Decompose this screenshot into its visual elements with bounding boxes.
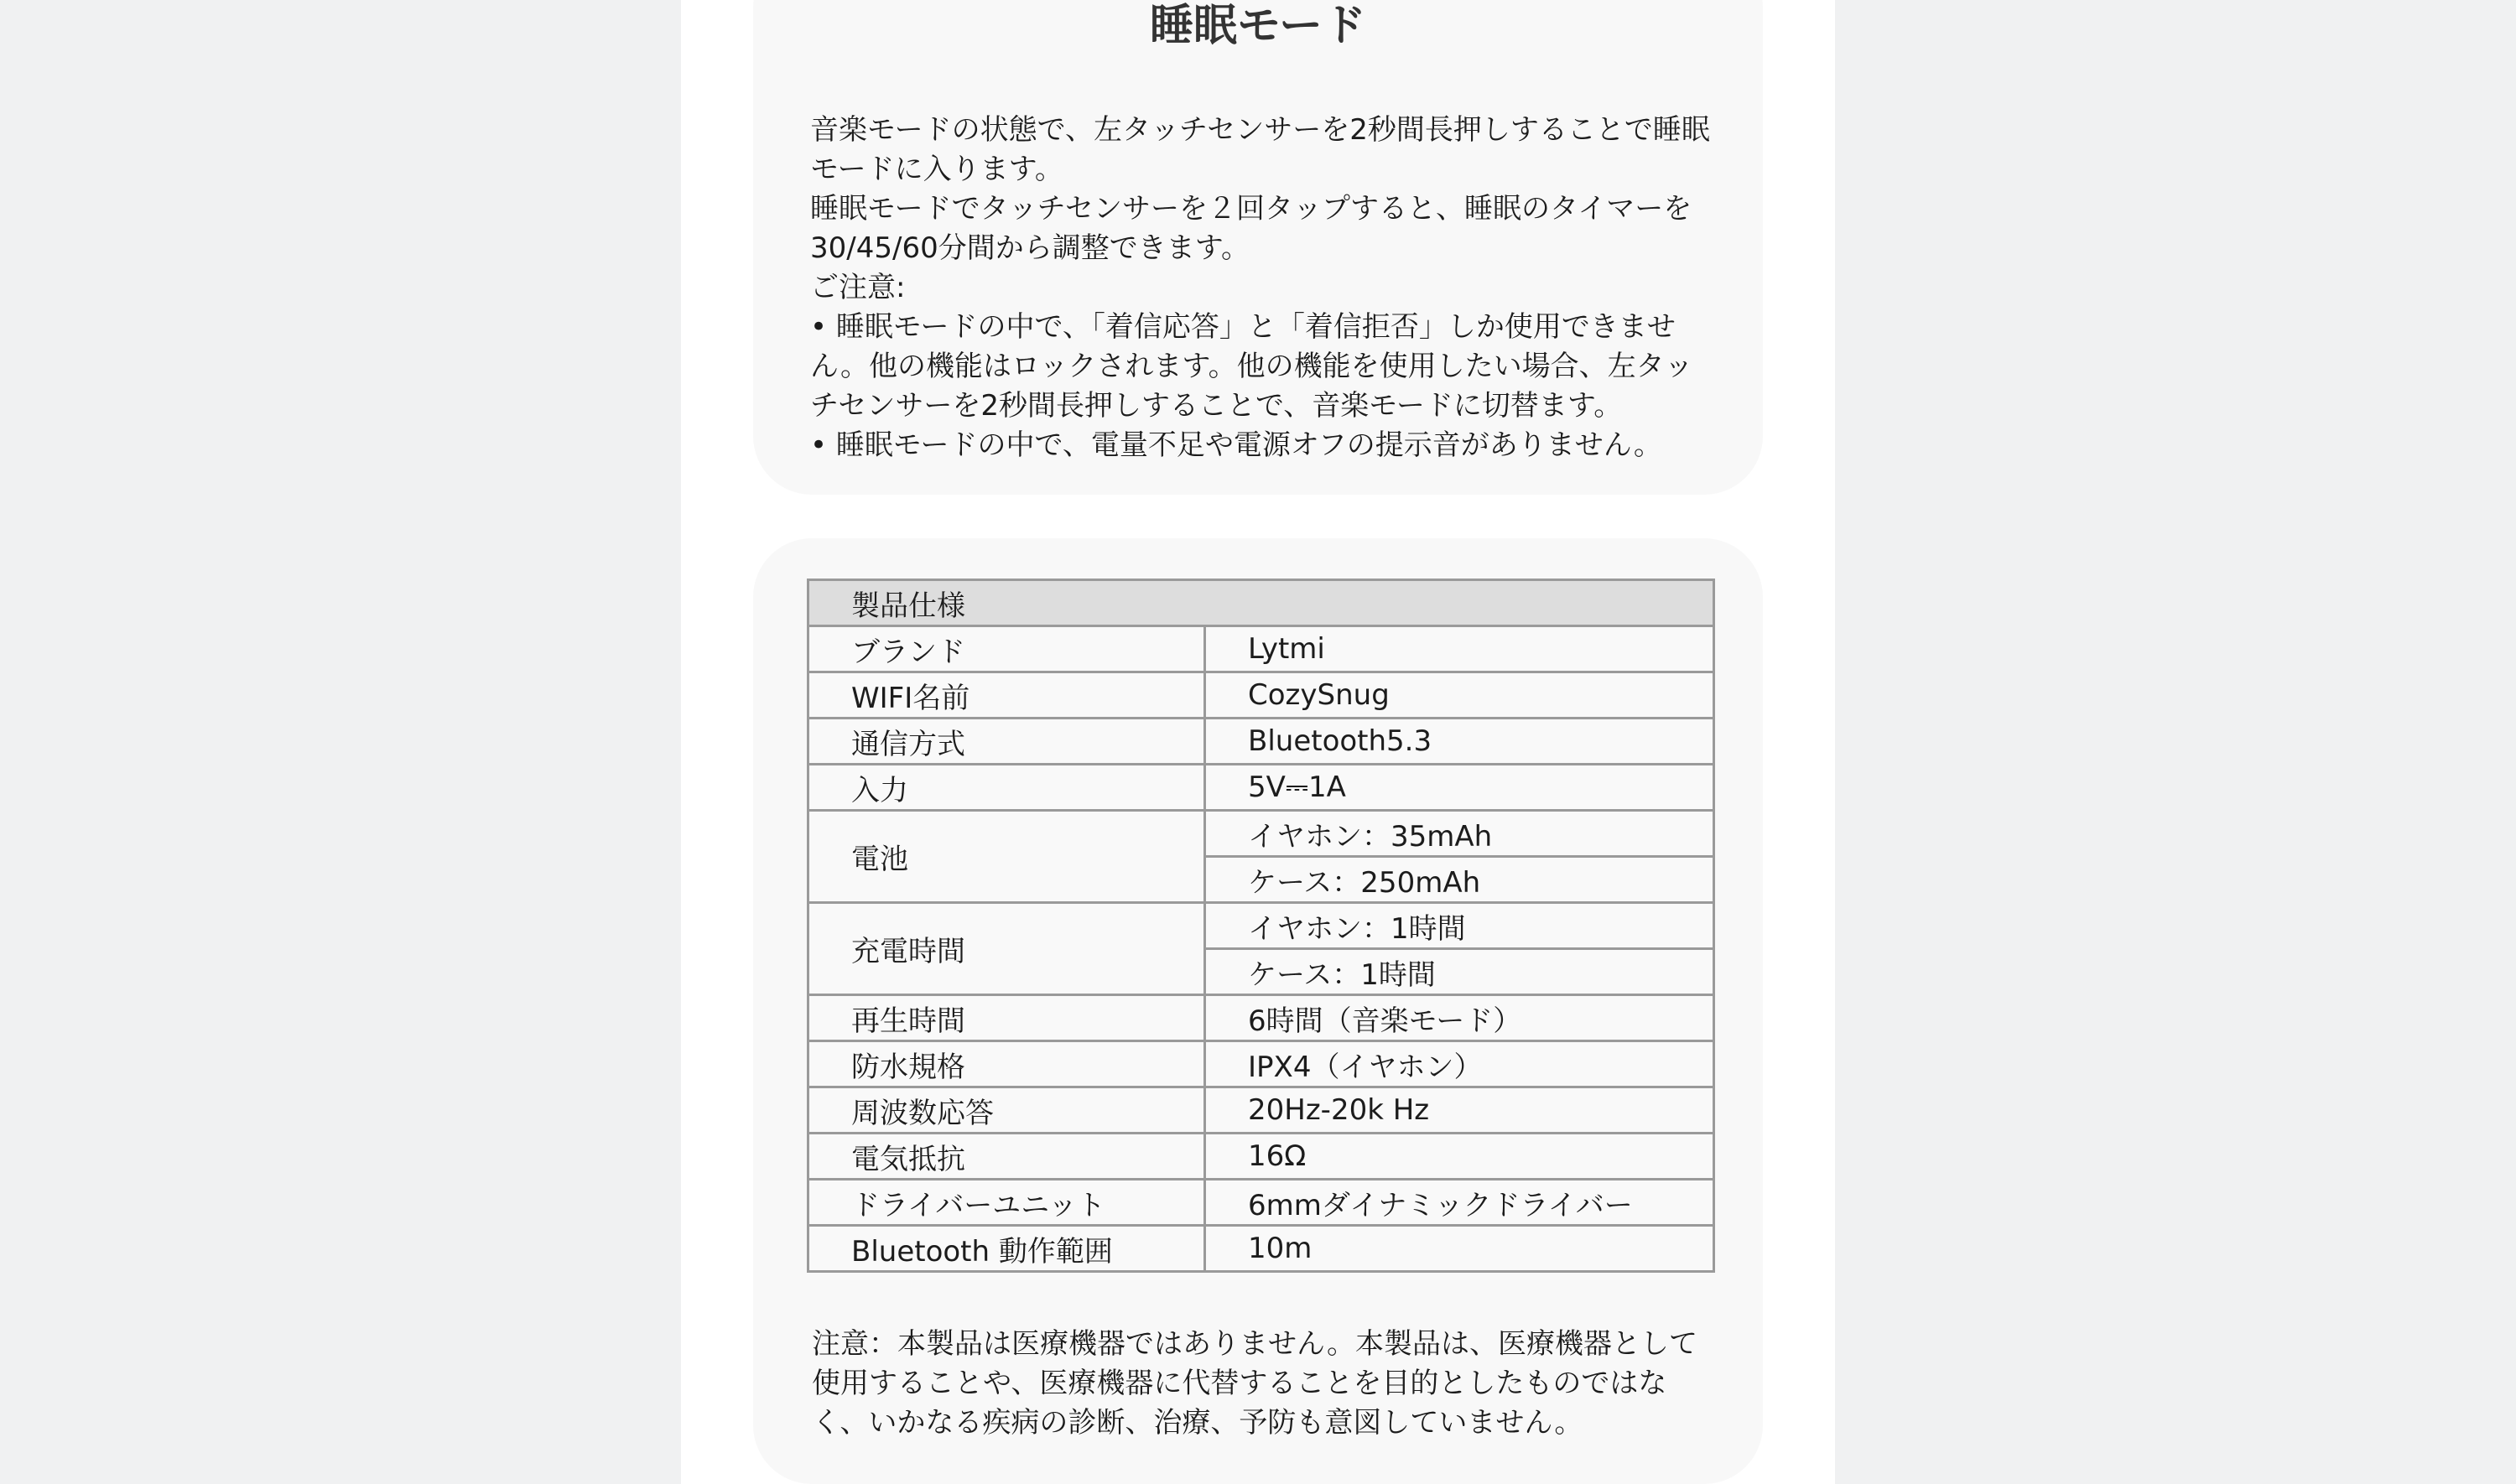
sleep-line-timer: 睡眠モードでタッチセンサーを２回タップすると、睡眠のタイマーを30/45/60分間から調整できます。 bbox=[810, 192, 1692, 265]
spec-table bbox=[807, 579, 1715, 1273]
sleep-line-caution-heading: ご注意: bbox=[810, 271, 906, 304]
spec-value-wifi-name: CozySnug bbox=[1205, 672, 1714, 719]
spec-label-play-time: 再生時間 bbox=[808, 995, 1205, 1041]
table-row bbox=[808, 1180, 1714, 1226]
spec-value-charge-earphone: イヤホン：1時間 bbox=[1205, 903, 1714, 949]
spec-label-frequency: 周波数応答 bbox=[808, 1087, 1205, 1134]
table-row bbox=[808, 1226, 1714, 1272]
spec-label-bluetooth-range: Bluetooth 動作範囲 bbox=[808, 1226, 1205, 1272]
spec-label-communication: 通信方式 bbox=[808, 719, 1205, 765]
spec-label-impedance: 電気抵抗 bbox=[808, 1134, 1205, 1180]
spec-value-driver: 6mmダイナミックドライバー bbox=[1205, 1180, 1714, 1226]
spec-value-input: 5V⎓1A bbox=[1205, 765, 1714, 811]
spec-table-header: 製品仕様 bbox=[808, 580, 1714, 626]
table-row bbox=[808, 1041, 1714, 1087]
spec-label-driver: ドライバーユニット bbox=[808, 1180, 1205, 1226]
spec-value-frequency: 20Hz-20k Hz bbox=[1205, 1087, 1714, 1134]
table-row bbox=[808, 1134, 1714, 1180]
spec-table-header-row bbox=[808, 580, 1714, 626]
spec-label-brand: ブランド bbox=[808, 626, 1205, 672]
spec-value-battery-case: ケース：250mAh bbox=[1205, 857, 1714, 903]
table-row bbox=[808, 765, 1714, 811]
spec-value-charge-case: ケース：1時間 bbox=[1205, 949, 1714, 995]
spec-value-bluetooth-range: 10m bbox=[1205, 1226, 1714, 1272]
spec-value-impedance: 16Ω bbox=[1205, 1134, 1714, 1180]
spec-value-waterproof: IPX4（イヤホン） bbox=[1205, 1041, 1714, 1087]
spec-label-battery: 電池 bbox=[808, 811, 1205, 903]
sleep-mode-title: 睡眠モード bbox=[1150, 1, 1366, 51]
spec-value-communication: Bluetooth5.3 bbox=[1205, 719, 1714, 765]
table-row bbox=[808, 719, 1714, 765]
table-row bbox=[808, 903, 1714, 949]
table-row bbox=[808, 1087, 1714, 1134]
table-row bbox=[808, 995, 1714, 1041]
sleep-line-caution-2: • 睡眠モードの中で、電量不足や電源オフの提示音がありません。 bbox=[810, 428, 1662, 462]
sleep-line-enter: 音楽モードの状態で、左タッチセンサーを2秒間長押しすることで睡眠モードに入ります。 bbox=[810, 113, 1710, 186]
spec-value-brand: Lytmi bbox=[1205, 626, 1714, 672]
spec-value-play-time: 6時間（音楽モード） bbox=[1205, 995, 1714, 1041]
table-row bbox=[808, 672, 1714, 719]
table-row bbox=[808, 811, 1714, 857]
spec-label-charge-time: 充電時間 bbox=[808, 903, 1205, 995]
spec-value-battery-earphone: イヤホン：35mAh bbox=[1205, 811, 1714, 857]
medical-disclaimer-note: 注意：本製品は医療機器ではありません。本製品は、医療機器として使用することや、医療機器に代替することを目的としたものではなく、いかなる疾病の診断、治療、予防も意図していません。 bbox=[812, 1327, 1698, 1440]
spec-label-input: 入力 bbox=[808, 765, 1205, 811]
spec-label-waterproof: 防水規格 bbox=[808, 1041, 1205, 1087]
table-row bbox=[808, 626, 1714, 672]
sleep-line-caution-1: • 睡眠モードの中で、「着信応答」と「着信拒否」しか使用できません。他の機能はロックされます。他の機能を使用したい場合、左タッチセンサーを2秒間長押しすることで、音楽モードに切替ます。 bbox=[810, 310, 1693, 423]
sleep-mode-description bbox=[810, 111, 1716, 465]
spec-label-wifi-name: WIFI名前 bbox=[808, 672, 1205, 719]
